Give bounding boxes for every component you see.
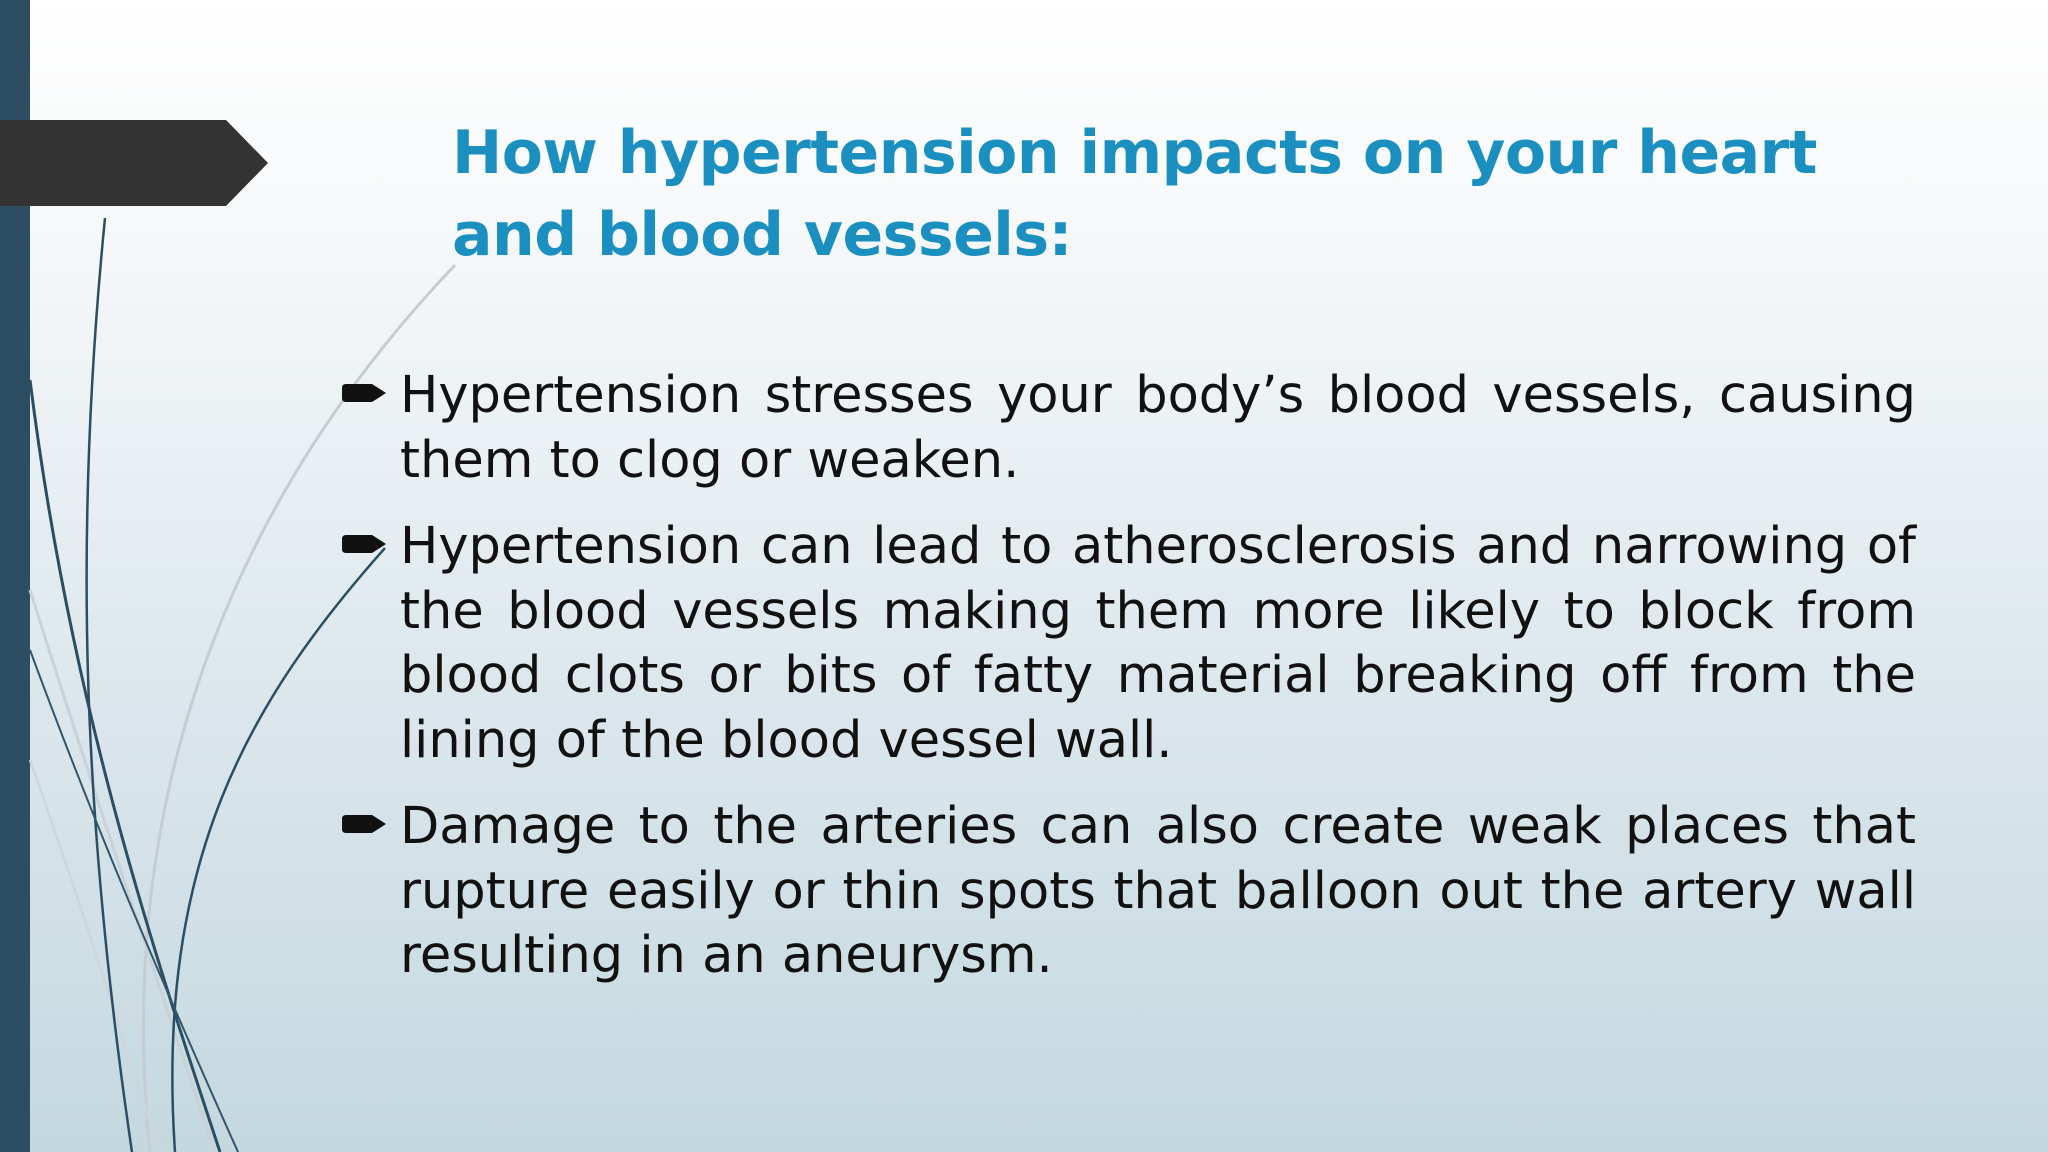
arrow-right-icon [342, 381, 388, 405]
bullet-item [340, 515, 1916, 773]
arrow-right-icon [342, 812, 388, 836]
bullet-text: Hypertension stresses your body’s blood vessels, causing them to clog or weaken. [400, 366, 1916, 490]
bullet-list [340, 364, 1916, 1011]
bullet-item [340, 795, 1916, 989]
bullet-text: Hypertension can lead to atherosclerosis and narrowing of the blood vessels making them more likely to block from blood clots or bits of fatty material breaking off from the lining of the blood vessel wall. [400, 517, 1916, 770]
slide-title: How hypertension impacts on your heart and blood vessels: [452, 118, 1817, 270]
arrow-right-icon [342, 532, 388, 556]
title-arrow-tab [0, 120, 270, 206]
bullet-text: Damage to the arteries can also create weak places that rupture easily or thin spots that balloon out the artery wall resulting in an aneurysm. [400, 797, 1916, 985]
bullet-item [340, 364, 1916, 493]
